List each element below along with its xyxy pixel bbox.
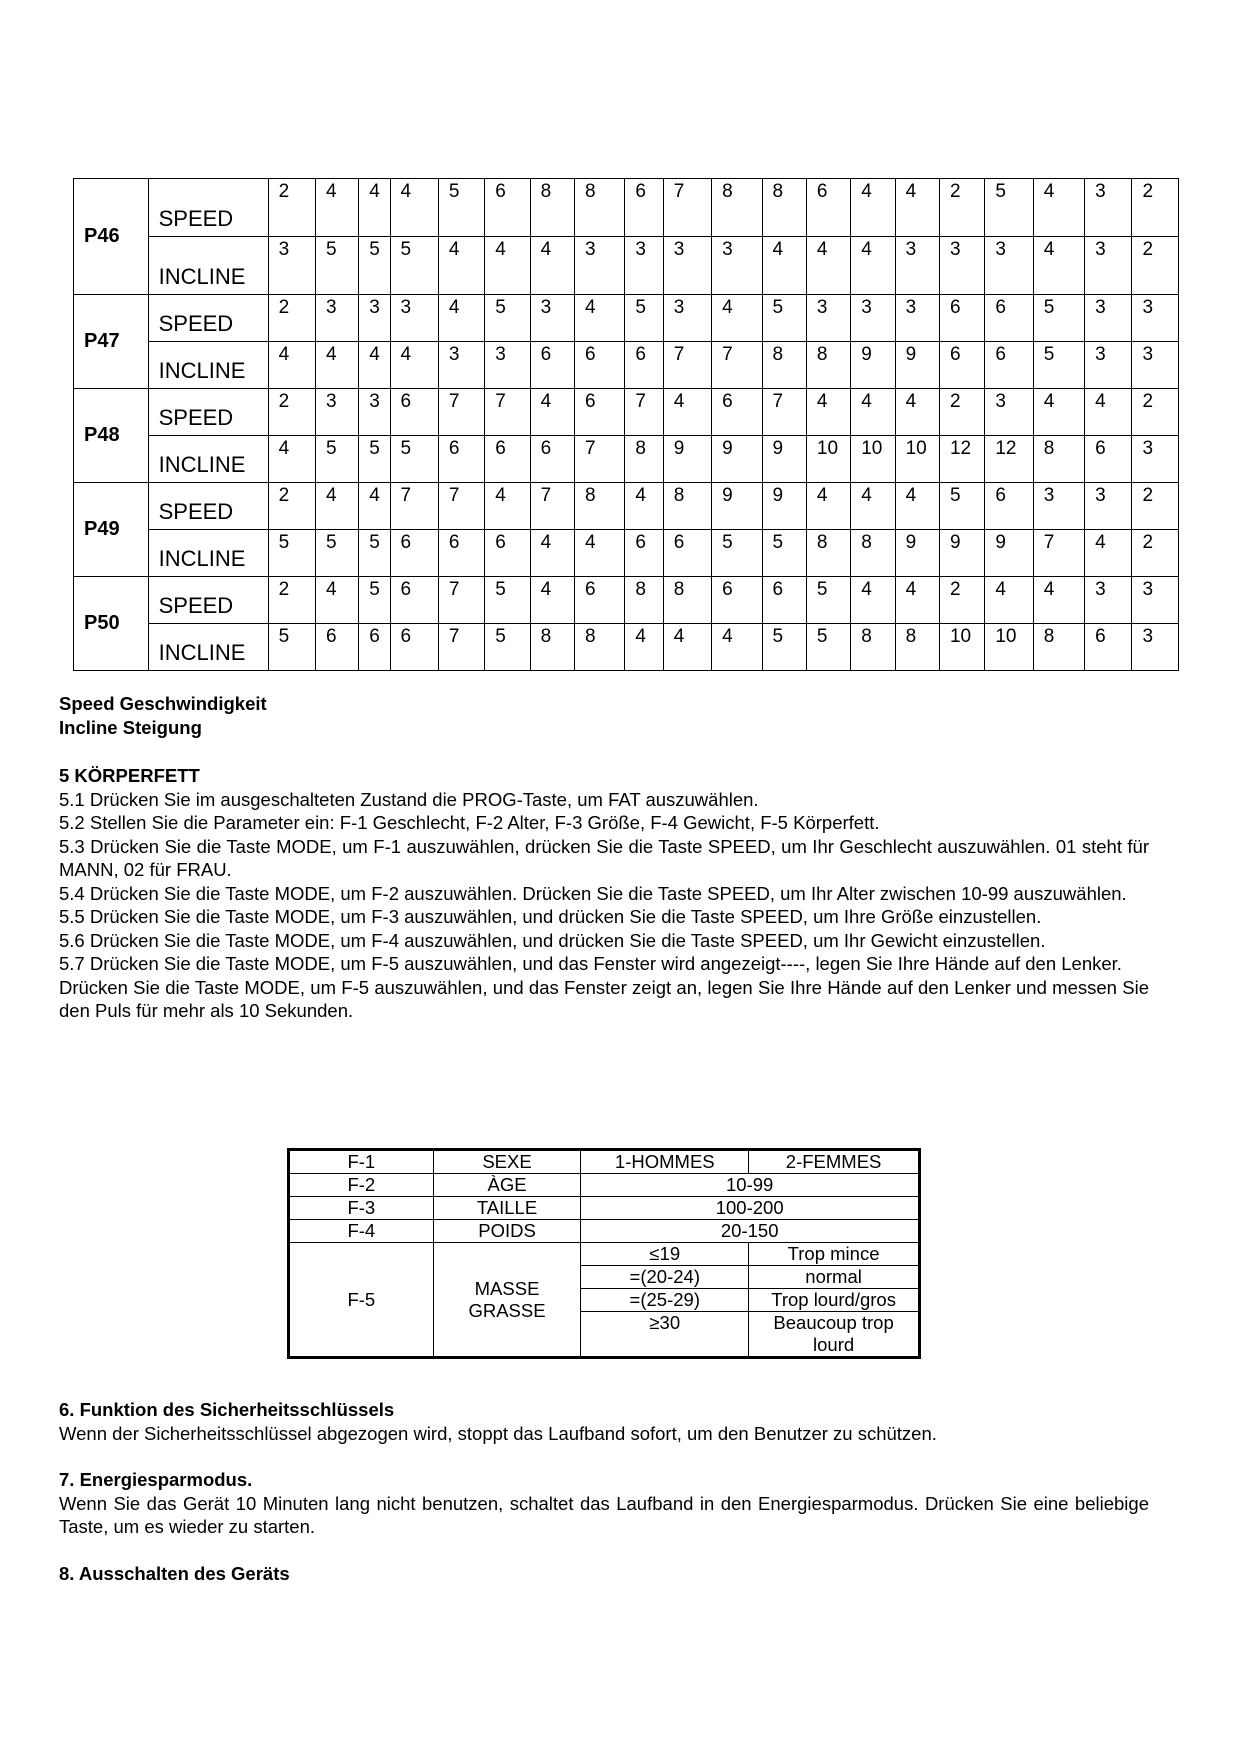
speed-value: 5 [762,295,806,342]
row-label-incline: INCLINE [148,530,268,577]
section5-paragraph: 5.7 Drücken Sie die Taste MODE, um F-5 auszuwählen, und das Fenster wird angezeigt----, legen Sie Ihre Hände auf den Lenker. [59,953,1122,974]
incline-value: 8 [806,530,850,577]
section5-paragraph: 5.6 Drücken Sie die Taste MODE, um F-4 auszuwählen, und drücken Sie die Taste SPEED, um Ihr Gewicht einzustellen. [59,929,1046,951]
incline-value: 3 [625,237,663,295]
incline-value: 5 [315,530,358,577]
speed-value: 3 [663,295,711,342]
speed-value: 2 [939,389,984,436]
f-param: ÀGE [433,1174,581,1197]
incline-value: 9 [939,530,984,577]
incline-value: 4 [268,436,315,483]
legend-speed: Speed Geschwindigkeit [59,693,267,714]
speed-value: 7 [438,483,484,530]
f-table-row [289,1174,920,1197]
incline-value: 7 [1033,530,1084,577]
speed-value: 2 [939,179,984,237]
speed-value: 2 [268,483,315,530]
speed-value: 8 [663,577,711,624]
speed-value: 8 [625,577,663,624]
speed-value: 2 [939,577,984,624]
incline-value: 3 [1132,342,1179,389]
f-value: 1-HOMMES [581,1150,749,1174]
speed-value: 4 [315,577,358,624]
program-incline-row [74,436,1179,483]
program-incline-row [74,342,1179,389]
speed-value: 3 [851,295,895,342]
section7-title: 7. Energiesparmodus. [59,1469,253,1490]
speed-value: 9 [712,483,762,530]
incline-value: 9 [762,436,806,483]
incline-value: 5 [359,436,390,483]
program-name: P48 [74,389,149,483]
speed-value: 5 [359,577,390,624]
speed-value: 4 [390,179,438,237]
speed-value: 3 [1132,295,1179,342]
speed-value: 4 [712,295,762,342]
row-label-incline: INCLINE [148,237,268,295]
incline-value: 4 [712,624,762,671]
speed-value: 6 [712,389,762,436]
f5-label: normal [749,1266,920,1289]
speed-value: 6 [806,179,850,237]
f5-label: Beaucoup trop lourd [749,1312,920,1358]
speed-value: 3 [895,295,939,342]
speed-value: 2 [268,389,315,436]
incline-value: 3 [663,237,711,295]
incline-value: 5 [712,530,762,577]
incline-value: 10 [985,624,1033,671]
speed-value: 3 [1085,483,1132,530]
incline-value: 3 [1132,436,1179,483]
speed-value: 4 [851,389,895,436]
incline-value: 3 [438,342,484,389]
f5-label: Trop mince [749,1243,920,1266]
speed-value: 7 [625,389,663,436]
program-speed-row [74,179,1179,237]
speed-value: 3 [985,389,1033,436]
incline-value: 4 [530,530,574,577]
incline-value: 3 [1085,237,1132,295]
program-name: P47 [74,295,149,389]
incline-value: 4 [485,237,530,295]
section7-body: Wenn Sie das Gerät 10 Minuten lang nicht benutzen, schaltet das Laufband in den Energiesparmodus. Drücken Sie eine beliebige Taste, um es wieder zu starten. [59,1492,1149,1537]
incline-value: 4 [625,624,663,671]
f-code: F-3 [289,1197,434,1220]
f-param [433,1243,581,1358]
row-label-speed: SPEED [148,179,268,237]
incline-value: 9 [712,436,762,483]
incline-value: 6 [1085,624,1132,671]
speed-value: 4 [625,483,663,530]
incline-value: 8 [895,624,939,671]
speed-value: 5 [438,179,484,237]
incline-value: 6 [390,530,438,577]
incline-value: 5 [268,530,315,577]
incline-value: 5 [315,436,358,483]
speed-value: 6 [390,389,438,436]
incline-value: 5 [390,237,438,295]
speed-value: 4 [851,483,895,530]
section5-paragraph: 5.1 Drücken Sie im ausgeschalteten Zustand die PROG-Taste, um FAT auszuwählen. [59,788,759,810]
incline-value: 5 [762,624,806,671]
speed-value: 8 [575,483,625,530]
speed-value: 5 [1033,295,1084,342]
speed-value: 5 [806,577,850,624]
speed-value: 7 [762,389,806,436]
program-name: P49 [74,483,149,577]
incline-value: 7 [575,436,625,483]
incline-value: 3 [712,237,762,295]
section-energy-saving [59,1468,1149,1539]
speed-value: 2 [1132,389,1179,436]
speed-value: 3 [530,295,574,342]
incline-value: 10 [939,624,984,671]
incline-value: 8 [806,342,850,389]
speed-value: 3 [1085,179,1132,237]
speed-value: 4 [315,179,358,237]
incline-value: 8 [530,624,574,671]
incline-value: 5 [390,436,438,483]
speed-value: 4 [1033,577,1084,624]
program-incline-row [74,237,1179,295]
incline-value: 8 [1033,624,1084,671]
f-table-row [289,1243,920,1266]
speed-value: 4 [851,179,895,237]
section5-paragraph: 5.2 Stellen Sie die Parameter ein: F-1 Geschlecht, F-2 Alter, F-3 Größe, F-4 Gewicht, F-5 Körperfett. [59,812,880,833]
speed-value: 7 [390,483,438,530]
speed-value: 4 [315,483,358,530]
speed-value: 9 [762,483,806,530]
incline-value: 4 [851,237,895,295]
section5-title: 5 KÖRPERFETT [59,765,200,786]
incline-value: 8 [625,436,663,483]
row-label-incline: INCLINE [148,624,268,671]
speed-value: 7 [663,179,711,237]
speed-value: 4 [806,389,850,436]
speed-value: 6 [712,577,762,624]
incline-value: 8 [851,624,895,671]
speed-value: 4 [359,179,390,237]
incline-value: 4 [268,342,315,389]
section5-paragraph: 5.3 Drücken Sie die Taste MODE, um F-1 auszuwählen, drücken Sie die Taste SPEED, um Ihr Geschlecht auszuwählen. 01 steht für MANN, 02 für FRAU. [59,835,1149,880]
speed-value: 3 [1085,295,1132,342]
row-label-incline: INCLINE [148,436,268,483]
program-name: P50 [74,577,149,671]
program-incline-row [74,624,1179,671]
incline-value: 5 [806,624,850,671]
f5-label: Trop lourd/gros [749,1289,920,1312]
f-param: SEXE [433,1150,581,1174]
incline-value: 6 [390,624,438,671]
speed-value: 4 [530,389,574,436]
incline-value: 5 [1033,342,1084,389]
incline-value: 9 [985,530,1033,577]
speed-value: 4 [530,577,574,624]
incline-value: 8 [851,530,895,577]
incline-value: 4 [530,237,574,295]
f-range: 20-150 [581,1220,920,1243]
incline-value: 6 [359,624,390,671]
incline-value: 5 [315,237,358,295]
incline-value: 12 [985,436,1033,483]
incline-value: 4 [438,237,484,295]
section-safety-key [59,1398,1149,1445]
speed-value: 8 [663,483,711,530]
speed-value: 4 [359,483,390,530]
speed-value: 3 [1033,483,1084,530]
incline-value: 3 [1132,624,1179,671]
speed-value: 6 [985,483,1033,530]
incline-value: 6 [1085,436,1132,483]
incline-value: 9 [663,436,711,483]
incline-value: 4 [359,342,390,389]
incline-value: 6 [438,530,484,577]
incline-value: 3 [268,237,315,295]
speed-value: 4 [895,179,939,237]
f-code: F-1 [289,1150,434,1174]
incline-value: 6 [939,342,984,389]
incline-value: 6 [625,530,663,577]
incline-value: 6 [663,530,711,577]
speed-value: 6 [575,389,625,436]
row-label-speed: SPEED [148,483,268,530]
incline-value: 6 [485,530,530,577]
speed-value: 5 [985,179,1033,237]
speed-value: 4 [806,483,850,530]
f5-range: ≤19 [581,1243,749,1266]
program-speed-row [74,577,1179,624]
speed-value: 5 [485,577,530,624]
incline-value: 6 [575,342,625,389]
program-name: P46 [74,179,149,295]
incline-value: 4 [1085,530,1132,577]
incline-value: 6 [625,342,663,389]
speed-value: 2 [268,577,315,624]
speed-value: 3 [390,295,438,342]
incline-value: 8 [1033,436,1084,483]
incline-value: 4 [663,624,711,671]
speed-value: 3 [1132,577,1179,624]
speed-value: 2 [268,295,315,342]
speed-value: 8 [530,179,574,237]
speed-value: 6 [625,179,663,237]
incline-value: 10 [851,436,895,483]
program-table [73,178,1179,671]
speed-value: 4 [895,577,939,624]
incline-value: 6 [985,342,1033,389]
speed-value: 6 [390,577,438,624]
legend [59,692,1149,739]
incline-value: 6 [530,342,574,389]
row-label-speed: SPEED [148,577,268,624]
speed-value: 5 [485,295,530,342]
f5-param-line: MASSE [474,1277,540,1299]
f-code: F-5 [289,1243,434,1358]
section5-paragraph: Drücken Sie die Taste MODE, um F-5 auszuwählen, und das Fenster zeigt an, legen Sie Ihre Hände auf den Lenker und messen Sie den Puls für mehr als 10 Sekunden. [59,976,1149,1021]
program-speed-row [74,389,1179,436]
f5-range: =(20-24) [581,1266,749,1289]
speed-value: 2 [1132,483,1179,530]
speed-value: 8 [575,179,625,237]
incline-value: 3 [1085,342,1132,389]
row-label-incline: INCLINE [148,342,268,389]
speed-value: 3 [359,389,390,436]
speed-value: 4 [895,483,939,530]
f5-range: =(25-29) [581,1289,749,1312]
speed-value: 7 [530,483,574,530]
incline-value: 7 [712,342,762,389]
legend-incline: Incline Steigung [59,716,202,738]
incline-value: 4 [315,342,358,389]
section6-body: Wenn der Sicherheitsschlüssel abgezogen wird, stoppt das Laufband sofort, um den Benutzer zu schützen. [59,1422,937,1444]
speed-value: 2 [268,179,315,237]
speed-value: 4 [985,577,1033,624]
incline-value: 9 [895,342,939,389]
incline-value: 8 [762,342,806,389]
f-range: 100-200 [581,1197,920,1220]
incline-value: 10 [806,436,850,483]
incline-value: 4 [762,237,806,295]
incline-value: 3 [939,237,984,295]
program-speed-row [74,295,1179,342]
incline-value: 10 [895,436,939,483]
incline-value: 6 [438,436,484,483]
speed-value: 3 [315,389,358,436]
incline-value: 6 [530,436,574,483]
speed-value: 4 [663,389,711,436]
incline-value: 5 [359,530,390,577]
speed-value: 7 [438,389,484,436]
incline-value: 3 [985,237,1033,295]
f-value: 2-FEMMES [749,1150,920,1174]
incline-value: 5 [268,624,315,671]
speed-value: 4 [438,295,484,342]
incline-value: 8 [575,624,625,671]
speed-value: 6 [985,295,1033,342]
speed-value: 7 [485,389,530,436]
f-param: TAILLE [433,1197,581,1220]
incline-value: 7 [663,342,711,389]
f5-param-line: GRASSE [468,1299,546,1321]
speed-value: 3 [806,295,850,342]
speed-value: 7 [438,577,484,624]
speed-value: 3 [359,295,390,342]
f5-range: ≥30 [581,1312,749,1358]
speed-value: 6 [762,577,806,624]
f-code: F-4 [289,1220,434,1243]
incline-value: 3 [485,342,530,389]
program-speed-row [74,483,1179,530]
section-power-off [59,1562,1149,1586]
speed-value: 4 [1085,389,1132,436]
f-range: 10-99 [581,1174,920,1197]
f-table-row [289,1197,920,1220]
incline-value: 6 [315,624,358,671]
f-table-row [289,1220,920,1243]
program-incline-row [74,530,1179,577]
body-fat-parameter-table [287,1148,921,1359]
incline-value: 9 [851,342,895,389]
section5-paragraph: 5.5 Drücken Sie die Taste MODE, um F-3 auszuwählen, und drücken Sie die Taste SPEED, um Ihre Größe einzustellen. [59,906,1042,927]
incline-value: 2 [1132,530,1179,577]
speed-value: 6 [575,577,625,624]
row-label-speed: SPEED [148,389,268,436]
speed-value: 3 [315,295,358,342]
incline-value: 3 [575,237,625,295]
incline-value: 4 [806,237,850,295]
section-koerperfett [59,764,1149,1023]
incline-value: 4 [390,342,438,389]
speed-value: 3 [1085,577,1132,624]
speed-value: 2 [1132,179,1179,237]
incline-value: 7 [438,624,484,671]
row-label-speed: SPEED [148,295,268,342]
f-param: POIDS [433,1220,581,1243]
incline-value: 5 [485,624,530,671]
speed-value: 4 [1033,179,1084,237]
f-code: F-2 [289,1174,434,1197]
incline-value: 4 [575,530,625,577]
speed-value: 6 [485,179,530,237]
speed-value: 5 [625,295,663,342]
speed-value: 5 [939,483,984,530]
incline-value: 12 [939,436,984,483]
incline-value: 9 [895,530,939,577]
speed-value: 6 [939,295,984,342]
speed-value: 4 [575,295,625,342]
speed-value: 4 [851,577,895,624]
incline-value: 6 [485,436,530,483]
section6-title: 6. Funktion des Sicherheitsschlüssels [59,1399,395,1420]
f-table-row [289,1150,920,1174]
speed-value: 8 [762,179,806,237]
incline-value: 3 [895,237,939,295]
speed-value: 4 [485,483,530,530]
incline-value: 5 [359,237,390,295]
section8-title: 8. Ausschalten des Geräts [59,1563,290,1584]
incline-value: 4 [1033,237,1084,295]
speed-value: 4 [1033,389,1084,436]
speed-value: 8 [712,179,762,237]
speed-value: 4 [895,389,939,436]
incline-value: 2 [1132,237,1179,295]
section5-paragraph: 5.4 Drücken Sie die Taste MODE, um F-2 auszuwählen. Drücken Sie die Taste SPEED, um Ihr Alter zwischen 10-99 auszuwählen. [59,882,1127,904]
incline-value: 5 [762,530,806,577]
